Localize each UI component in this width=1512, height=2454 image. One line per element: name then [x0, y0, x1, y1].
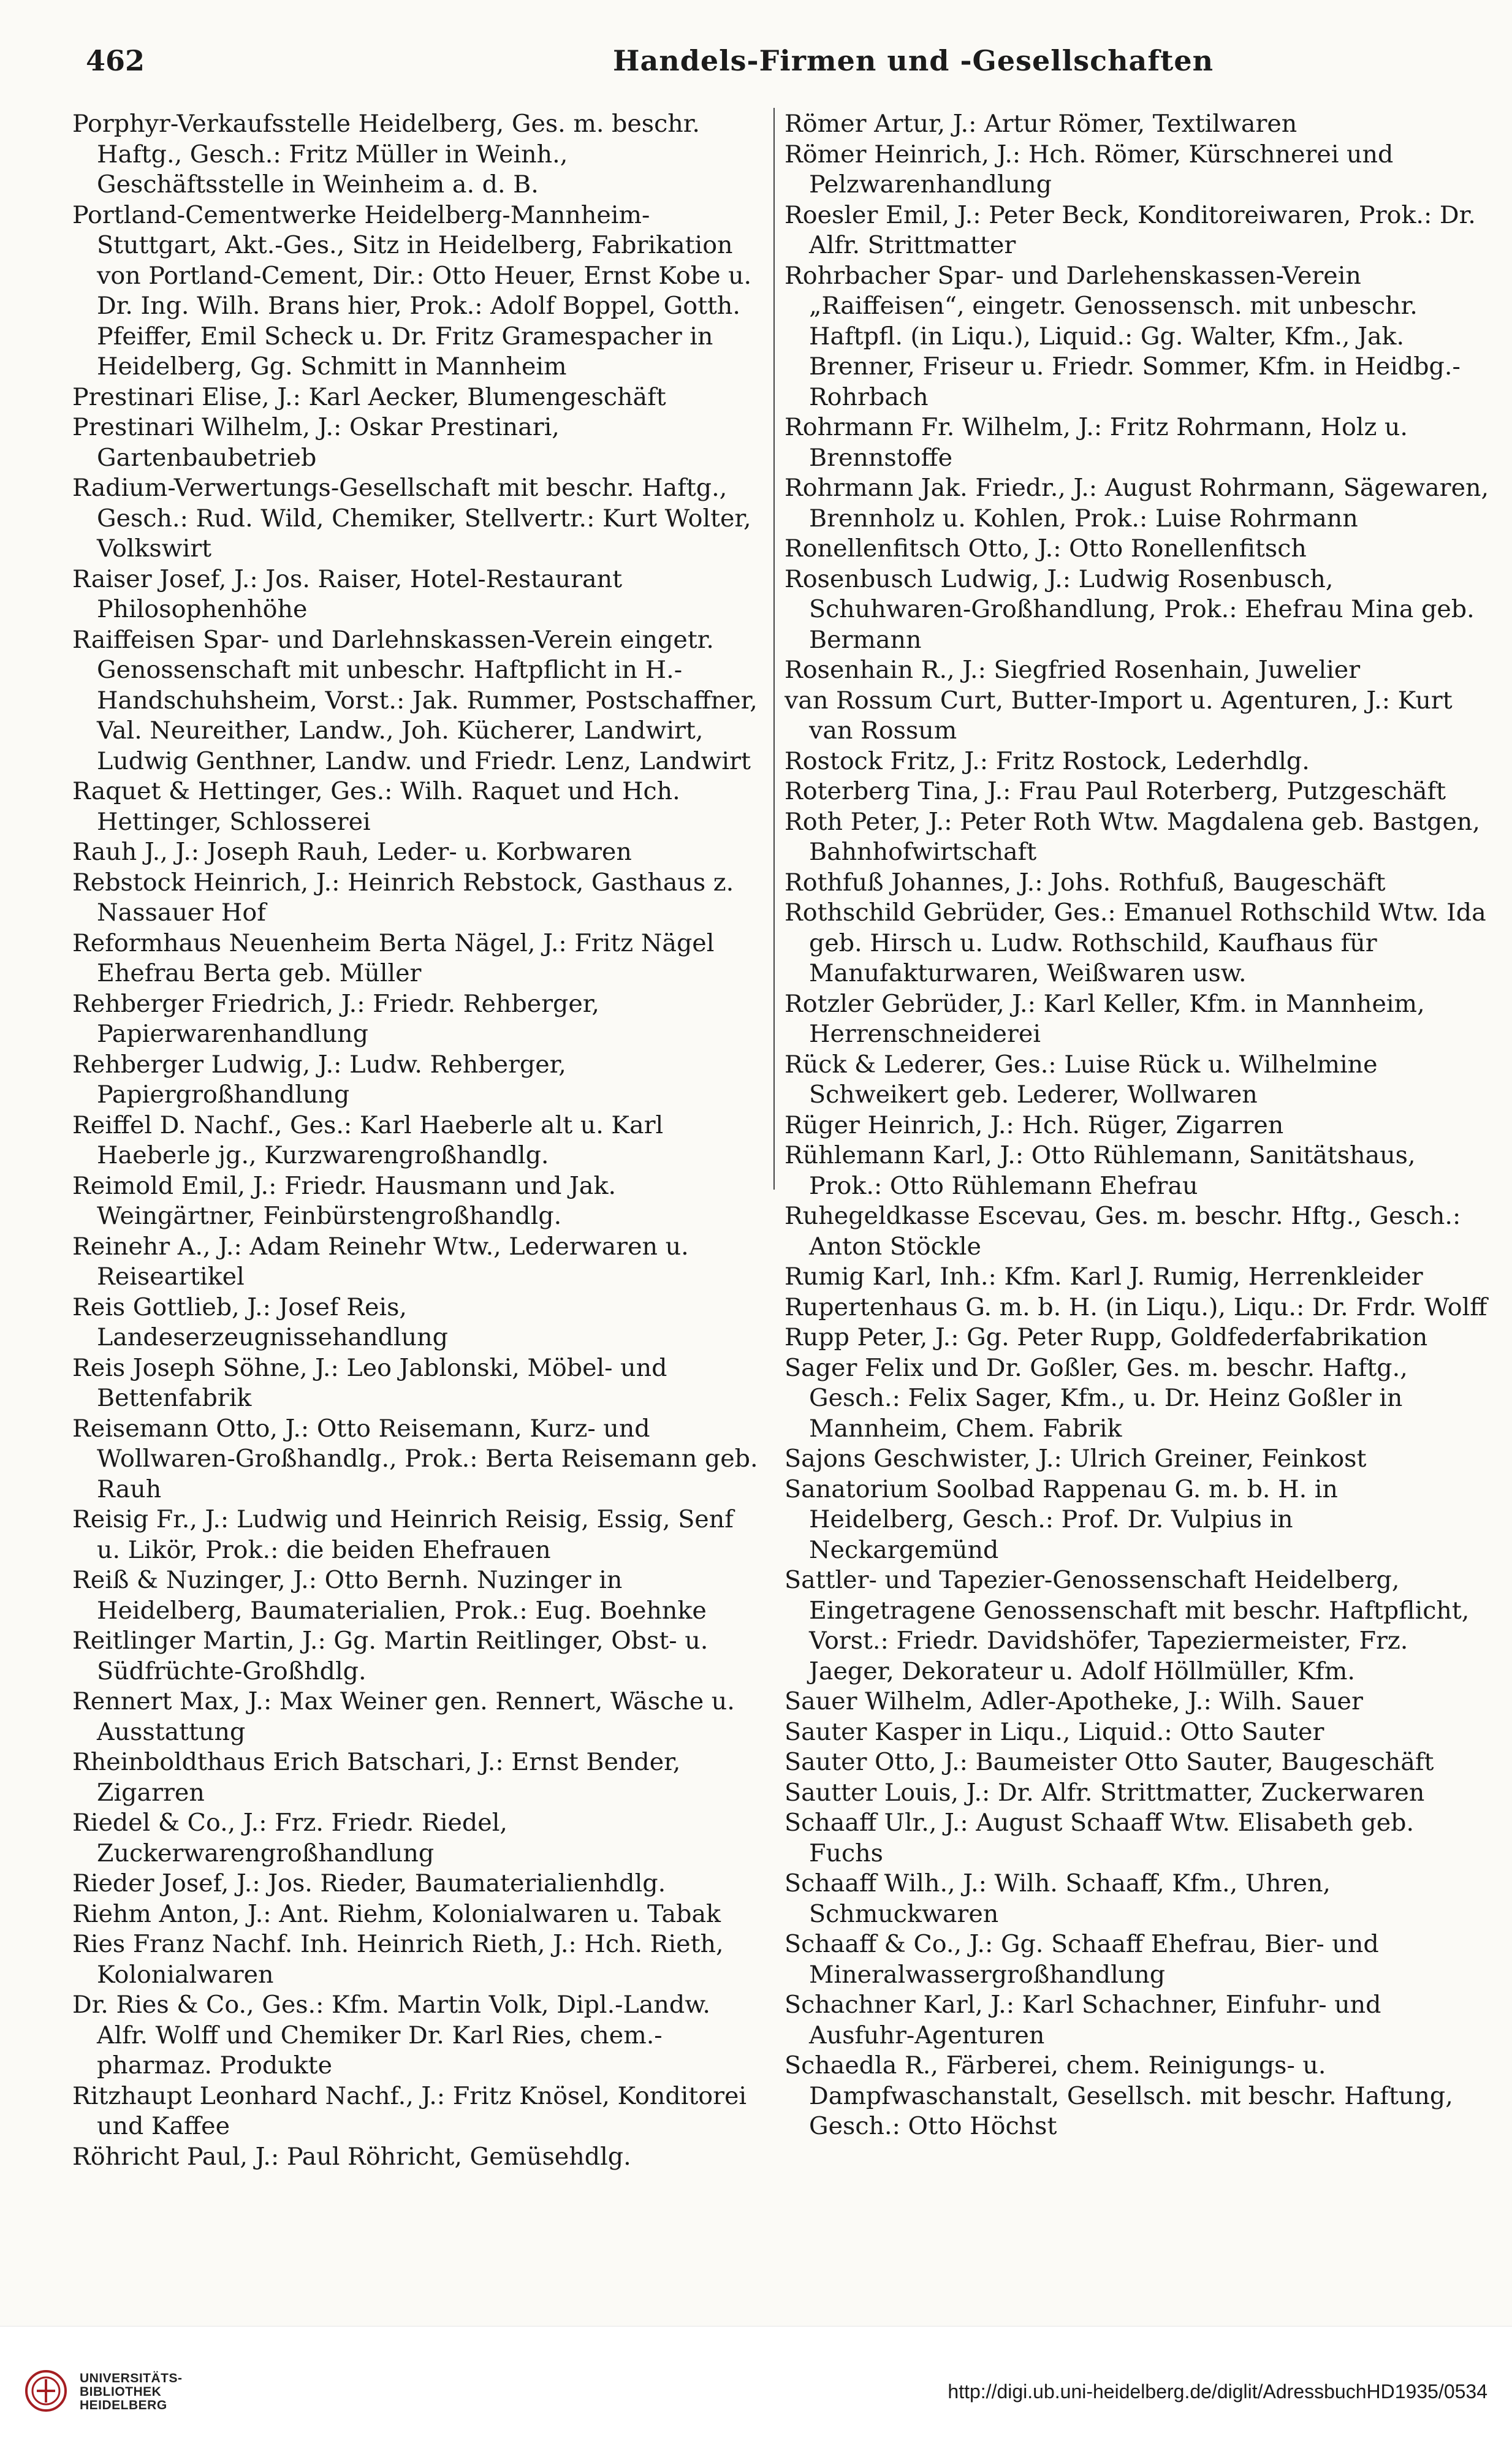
directory-entry: Sajons Geschwister, J.: Ulrich Greiner, Feinkost	[784, 1445, 1367, 1473]
directory-entry: Rosenhain R., J.: Siegfried Rosenhain, Juwelier	[784, 656, 1361, 684]
directory-entry: Sauter Otto, J.: Baumeister Otto Sauter, Baugeschäft	[784, 1748, 1434, 1776]
directory-entry: Raquet & Hettinger, Ges.: Wilh. Raquet und Hch. Hettinger, Schlosserei	[72, 777, 680, 836]
viewer-footer	[0, 2326, 1512, 2454]
left-column	[72, 109, 759, 2172]
directory-entry: Porphyr-Verkaufsstelle Heidelberg, Ges. m. beschr. Haftg., Gesch.: Fritz Müller in Weinh., Geschäftsstelle in Weinheim a. d. B.	[72, 110, 700, 199]
directory-entry: Rosenbusch Ludwig, J.: Ludwig Rosenbusch, Schuhwaren-Großhandlung, Prok.: Ehefrau Mina geb. Bermann	[784, 564, 1475, 654]
directory-entry: Rheinboldthaus Erich Batschari, J.: Ernst Bender, Zigarren	[72, 1748, 681, 1807]
directory-entry: Schachner Karl, J.: Karl Schachner, Einfuhr- und Ausfuhr-Agenturen	[784, 1991, 1381, 2049]
source-url-link[interactable]: http://digi.ub.uni-heidelberg.de/diglit/AdressbuchHD1935/0534	[948, 2380, 1487, 2403]
directory-entry: Rumig Karl, Inh.: Kfm. Karl J. Rumig, Herrenkleider	[784, 1263, 1423, 1291]
directory-entry: Portland-Cementwerke Heidelberg-Mannheim-Stuttgart, Akt.-Ges., Sitz in Heidelberg, Fabrikation von Portland-Cement, Dir.: Otto Heuer, Ernst Kobe u. Dr. Ing. Wilh. Brans hier, Prok.: Adolf Boppel, Gotth. Pfeiffer, Emil Scheck u. Dr. Fritz Gramespacher in Heidelberg, Gg. Schmitt in Mannheim	[72, 200, 752, 381]
directory-entry: Rupp Peter, J.: Gg. Peter Rupp, Goldfederfabrikation	[784, 1323, 1428, 1351]
directory-entry: Reformhaus Neuenheim Berta Nägel, J.: Fritz Nägel Ehefrau Berta geb. Müller	[72, 929, 715, 987]
directory-entry: Schaaff & Co., J.: Gg. Schaaff Ehefrau, Bier- und Mineralwassergroßhandlung	[784, 1930, 1379, 1989]
directory-entry: Prestinari Elise, J.: Karl Aecker, Blumengeschäft	[72, 382, 666, 411]
directory-entry: Rebstock Heinrich, J.: Heinrich Rebstock, Gasthaus z. Nassauer Hof	[72, 868, 734, 927]
directory-entry: Rehberger Friedrich, J.: Friedr. Rehberger, Papierwarenhandlung	[72, 989, 599, 1048]
directory-entry: Sanatorium Soolbad Rappenau G. m. b. H. in Heidelberg, Gesch.: Prof. Dr. Vulpius in Neckargemünd	[784, 1475, 1338, 1564]
directory-entry: Rothschild Gebrüder, Ges.: Emanuel Rothschild Wtw. Ida geb. Hirsch u. Ludw. Rothschild, Kaufhaus für Manufakturwaren, Weißwaren usw.	[784, 898, 1486, 987]
directory-entry: Roesler Emil, J.: Peter Beck, Konditoreiwaren, Prok.: Dr. Alfr. Strittmatter	[784, 200, 1476, 259]
directory-entry: Reiß & Nuzinger, J.: Otto Bernh. Nuzinger in Heidelberg, Baumaterialien, Prok.: Eug. Boehnke	[72, 1566, 707, 1625]
directory-entry: Rohrmann Jak. Friedr., J.: August Rohrmann, Sägewaren, Brennholz u. Kohlen, Prok.: Luise Rohrmann	[784, 474, 1489, 533]
directory-entry: Reiffel D. Nachf., Ges.: Karl Haeberle alt u. Karl Haeberle jg., Kurzwarengroßhandlg.	[72, 1111, 664, 1169]
directory-entry: Ritzhaupt Leonhard Nachf., J.: Fritz Knösel, Konditorei und Kaffee	[72, 2081, 747, 2140]
directory-entry: Rotzler Gebrüder, J.: Karl Keller, Kfm. in Mannheim, Herrenschneiderei	[784, 989, 1425, 1048]
directory-entry: Radium-Verwertungs-Gesellschaft mit beschr. Haftg., Gesch.: Rud. Wild, Chemiker, Stellvertr.: Kurt Wolter, Volkswirt	[72, 474, 751, 563]
directory-entry: Roterberg Tina, J.: Frau Paul Roterberg, Putzgeschäft	[784, 777, 1446, 805]
directory-entry: Riedel & Co., J.: Frz. Friedr. Riedel, Zuckerwarengroßhandlung	[72, 1809, 507, 1867]
directory-entry: Ruhegeldkasse Escevau, Ges. m. beschr. Hftg., Gesch.: Anton Stöckle	[784, 1202, 1461, 1261]
library-name-line: HEIDELBERG	[80, 2398, 167, 2412]
directory-entry: Reis Gottlieb, J.: Josef Reis, Landeserzeugnissehandlung	[72, 1293, 448, 1351]
directory-entry: Rostock Fritz, J.: Fritz Rostock, Lederhdlg.	[784, 746, 1310, 775]
directory-entry: Sautter Louis, J.: Dr. Alfr. Strittmatter, Zuckerwaren	[784, 1778, 1425, 1807]
directory-entry: Ries Franz Nachf. Inh. Heinrich Rieth, J.: Hch. Rieth, Kolonialwaren	[72, 1930, 724, 1989]
library-name-line: BIBLIOTHEK	[80, 2385, 162, 2399]
directory-entry: Schaaff Ulr., J.: August Schaaff Wtw. Elisabeth geb. Fuchs	[784, 1809, 1415, 1867]
directory-entry: Schaedla R., Färberei, chem. Reinigungs- u. Dampfwaschanstalt, Gesellsch. mit beschr. Haftung, Gesch.: Otto Höchst	[784, 2051, 1453, 2140]
directory-entry: Rohrmann Fr. Wilhelm, J.: Fritz Rohrmann, Holz u. Brennstoffe	[784, 413, 1408, 472]
directory-entry: Rauh J., J.: Joseph Rauh, Leder- u. Korbwaren	[72, 838, 632, 866]
directory-entry: Reisig Fr., J.: Ludwig und Heinrich Reisig, Essig, Senf u. Likör, Prok.: die beiden Ehefrauen	[72, 1505, 734, 1564]
directory-entry: Reis Joseph Söhne, J.: Leo Jablonski, Möbel- und Bettenfabrik	[72, 1353, 667, 1412]
column-divider	[773, 108, 775, 1190]
directory-entry: Prestinari Wilhelm, J.: Oskar Prestinari, Gartenbaubetrieb	[72, 413, 560, 472]
directory-entry: Raiffeisen Spar- und Darlehnskassen-Verein eingetr. Genossenschaft mit unbeschr. Haftpflicht in H.-Handschuhsheim, Vorst.: Jak. Rummer, Postschaffner, Val. Neureither, Landw., Joh. Kücherer, Landwirt, Ludwig Genthner, Landw. und Friedr. Lenz, Landwirt	[72, 625, 758, 775]
directory-entry: Rühlemann Karl, J.: Otto Rühlemann, Sanitätshaus, Prok.: Otto Rühlemann Ehefrau	[784, 1141, 1416, 1200]
directory-entry: Schaaff Wilh., J.: Wilh. Schaaff, Kfm., Uhren, Schmuckwaren	[784, 1869, 1331, 1928]
directory-entry: Dr. Ries & Co., Ges.: Kfm. Martin Volk, Dipl.-Landw. Alfr. Wolff und Chemiker Dr. Karl Ries, chem.-pharmaz. Produkte	[72, 1991, 711, 2080]
directory-entry: Rück & Lederer, Ges.: Luise Rück u. Wilhelmine Schweikert geb. Lederer, Wollwaren	[784, 1050, 1378, 1109]
page-header	[86, 44, 1465, 81]
page-number: 462	[86, 44, 145, 77]
directory-entry: van Rossum Curt, Butter-Import u. Agenturen, J.: Kurt van Rossum	[784, 686, 1453, 745]
directory-entry: Reimold Emil, J.: Friedr. Hausmann und Jak. Weingärtner, Feinbürstengroßhandlg.	[72, 1171, 617, 1230]
directory-entry: Reinehr A., J.: Adam Reinehr Wtw., Lederwaren u. Reiseartikel	[72, 1232, 689, 1291]
directory-entry: Römer Heinrich, J.: Hch. Römer, Kürschnerei und Pelzwarenhandlung	[784, 140, 1394, 199]
directory-entry: Reisemann Otto, J.: Otto Reisemann, Kurz- und Wollwaren-Großhandlg., Prok.: Berta Reisemann geb. Rauh	[72, 1414, 758, 1503]
directory-entry: Rüger Heinrich, J.: Hch. Rüger, Zigarren	[784, 1111, 1284, 1139]
directory-entry: Rehberger Ludwig, J.: Ludw. Rehberger, Papiergroßhandlung	[72, 1050, 566, 1109]
running-title: Handels-Firmen und -Gesellschaften	[613, 44, 1214, 77]
right-column	[784, 109, 1489, 2142]
library-name-line: UNIVERSITÄTS-	[80, 2371, 183, 2385]
directory-entry: Rothfuß Johannes, J.: Johs. Rothfuß, Baugeschäft	[784, 868, 1386, 897]
directory-entry: Sauter Kasper in Liqu., Liquid.: Otto Sauter	[784, 1717, 1324, 1746]
directory-entry: Rupertenhaus G. m. b. H. (in Liqu.), Liqu.: Dr. Frdr. Wolff	[784, 1293, 1487, 1321]
directory-entry: Riehm Anton, J.: Ant. Riehm, Kolonialwaren u. Tabak	[72, 1899, 721, 1928]
directory-entry: Raiser Josef, J.: Jos. Raiser, Hotel-Restaurant Philosophenhöhe	[72, 564, 623, 623]
directory-entry: Rennert Max, J.: Max Weiner gen. Rennert, Wäsche u. Ausstattung	[72, 1687, 735, 1746]
directory-entry: Sauer Wilhelm, Adler-Apotheke, J.: Wilh. Sauer	[784, 1687, 1363, 1715]
directory-entry: Reitlinger Martin, J.: Gg. Martin Reitlinger, Obst- u. Südfrüchte-Großhdlg.	[72, 1627, 709, 1685]
directory-entry: Röhricht Paul, J.: Paul Röhricht, Gemüsehdlg.	[72, 2142, 631, 2171]
directory-entry: Rohrbacher Spar- und Darlehenskassen-Verein „Raiffeisen“, eingetr. Genossensch. mit unbeschr. Haftpfl. (in Liqu.), Liquid.: Gg. Walter, Kfm., Jak. Brenner, Friseur u. Friedr. Sommer, Kfm. in Heidbg.-Rohrbach	[784, 261, 1461, 411]
directory-entry: Sager Felix und Dr. Goßler, Ges. m. beschr. Haftg., Gesch.: Felix Sager, Kfm., u. Dr. Heinz Goßler in Mannheim, Chem. Fabrik	[784, 1353, 1408, 1443]
directory-entry: Ronellenfitsch Otto, J.: Otto Ronellenfitsch	[784, 534, 1307, 563]
directory-entry: Rieder Josef, J.: Jos. Rieder, Baumaterialienhdlg.	[72, 1869, 666, 1897]
directory-entry: Roth Peter, J.: Peter Roth Wtw. Magdalena geb. Bastgen, Bahnhofwirtschaft	[784, 807, 1480, 866]
directory-entry: Römer Artur, J.: Artur Römer, Textilwaren	[784, 110, 1297, 138]
library-name	[80, 2372, 183, 2412]
directory-entry: Sattler- und Tapezier-Genossenschaft Heidelberg, Eingetragene Genossenschaft mit beschr. Haftpflicht, Vorst.: Friedr. Davidshöfer, Tapeziermeister, Frz. Jaeger, Dekorateur u. Adolf Höllmüller, Kfm.	[784, 1566, 1470, 1685]
library-seal-icon	[25, 2369, 67, 2412]
